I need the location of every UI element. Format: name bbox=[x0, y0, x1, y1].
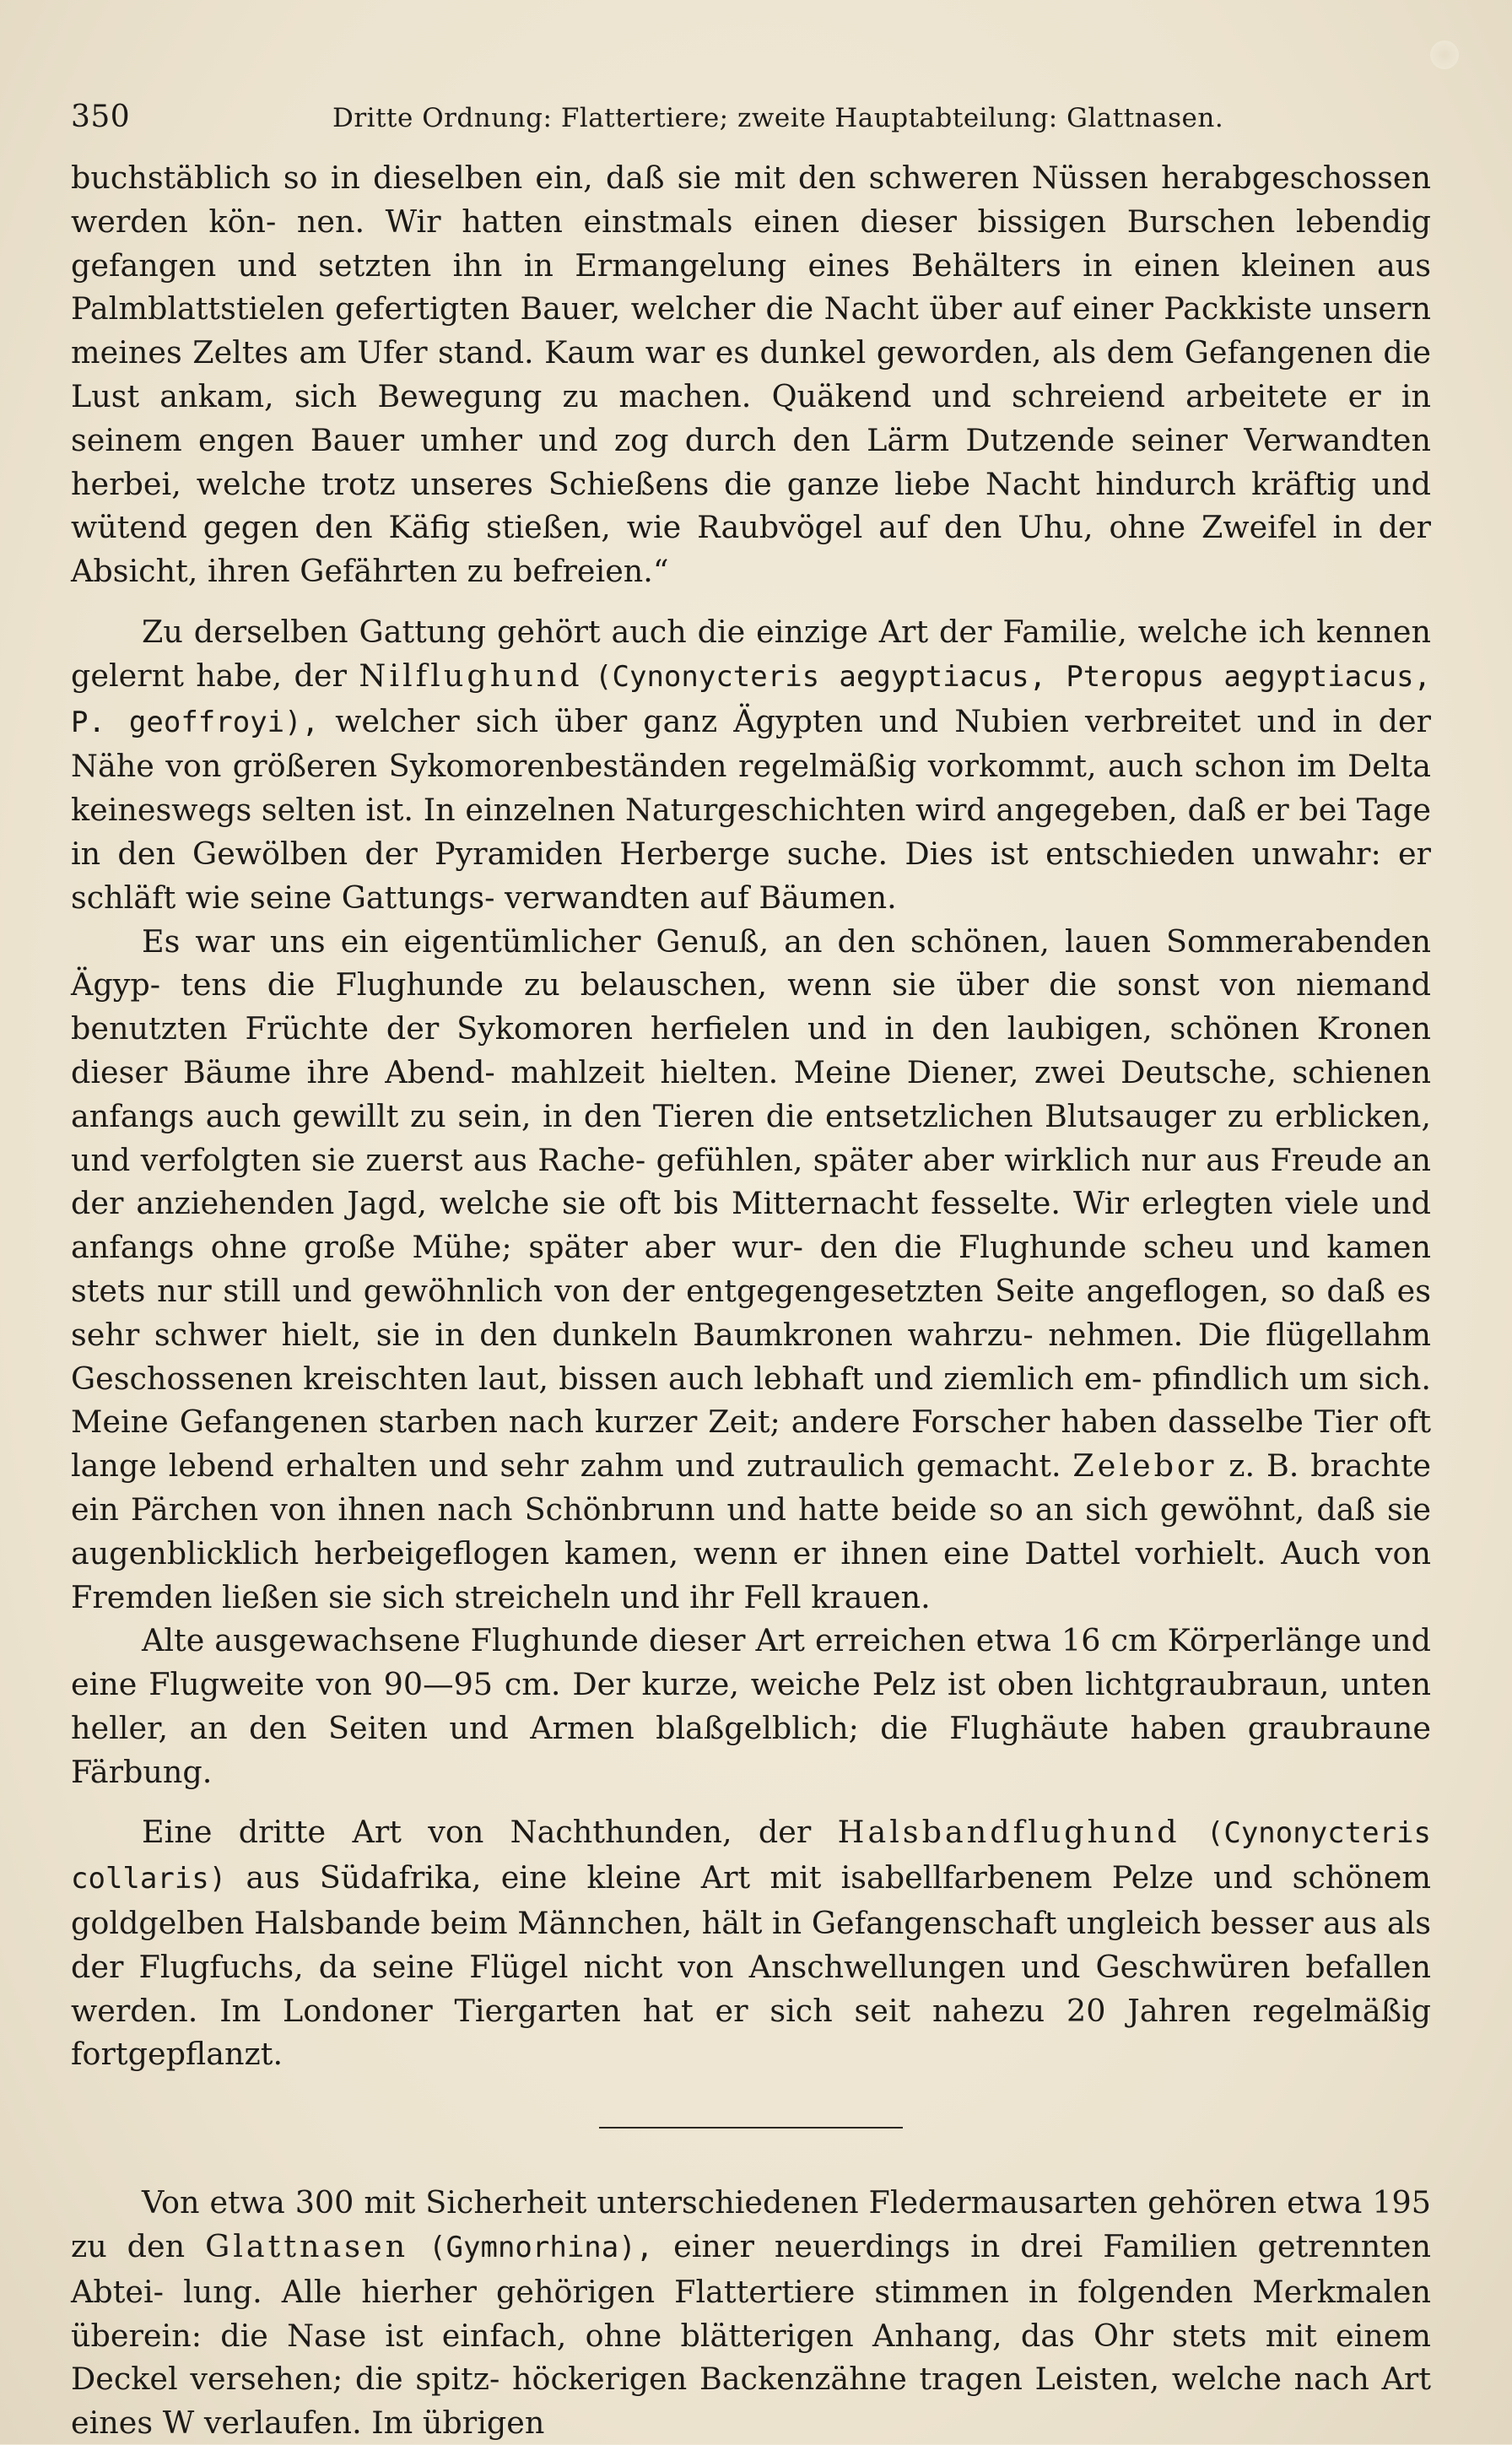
page-number: 350 bbox=[71, 100, 131, 134]
paper-stain bbox=[1430, 41, 1459, 69]
paragraph-text: z. B. brachte ein Pärchen von ihnen nach Schönbrunn und hatte beide so an sich gewöhnt, daß sie augenblicklich herbeigeflogen kamen, wenn er ihnen eine Dattel vorhielt. Auch von Fremden ließen sie sich streicheln und ihr Fell krauen. bbox=[71, 1447, 1431, 1615]
paragraph-observation bbox=[71, 920, 1431, 1620]
paragraph-text: aus Südafrika, eine kleine Art mit isabellfarbenem Pelze und schönem goldgelben Halsbande beim Männchen, hält in Gefangenschaft ungleich besser aus als der Flugfuchs, da seine Flügel nicht von Anschwellungen und Geschwüren befallen werden. Im Londoner Tiergarten hat er sich seit nahezu 20 Jahren regelmäßig fortgepflanzt. bbox=[71, 1859, 1431, 2073]
running-head-title: Dritte Ordnung: Flattertiere; zweite Hauptabteilung: Glattnasen. bbox=[332, 103, 1224, 133]
latin-name: (Cynonycteris aegyptiacus, Pteropus aegyptiacus, P. geoffroyi), bbox=[71, 659, 1432, 739]
paragraph-text: Zu derselben Gattung gehört auch die einzige Art der Familie, welche ich kennen gelernt habe, der bbox=[71, 613, 1431, 694]
paragraph-text: Eine dritte Art von Nachthunden, der bbox=[142, 1814, 812, 1851]
paragraph-text: Es war uns ein eigentümlicher Genuß, an den schönen, lauen Sommerabenden Ägyp- tens die Flughunde zu belauschen, wenn sie über die sonst von niemand benutzten Früchte der Sykomoren herfielen und in den laubigen, schönen Kronen dieser Bäume ihre Abend- mahlzeit hielten. Meine Diener, zwei Deutsche, schienen anfangs auch gewillt zu sein, in den Tieren die entsetzlichen Blutsauger zu erblicken, und verfolgten sie zuerst aus Rache- gefühlen, später aber wirklich nur aus Freude an der anziehenden Jagd, welche sie oft bis Mitternacht fesselte. Wir erlegten viele und anfangs ohne große Mühe; später aber wur- den die Flughunde scheu und kamen stets nur still und gewöhnlich von der entgegengesetzten Seite angeflogen, so daß es sehr schwer hielt, sie in den dunkeln Baumkronen wahrzu- nehmen. Die flügellahm Geschossenen kreischten laut, bissen auch lebhaft und ziemlich em- pfindlich um sich. Meine Gefangenen starben nach kurzer Zeit; andere Forscher haben dasselbe Tier oft lange lebend erhalten und sehr zahm und zutraulich gemacht. bbox=[71, 922, 1431, 1485]
species-name: Nilflughund bbox=[359, 657, 583, 694]
person-name: Zelebor bbox=[1072, 1447, 1218, 1485]
paragraph-text: Alte ausgewachsene Flughunde dieser Art erreichen etwa 16 cm Körperlänge und eine Flugweite von 90—95 cm. Der kurze, weiche Pelz ist oben lichtgraubraun, unten heller, an den Seiten und Armen blaßgelblich; die Flughäute haben graubraune Färbung. bbox=[71, 1622, 1431, 1790]
paragraph-text: welcher sich über ganz Ägypten und Nubien verbreitet und in der Nähe von größeren Sykomorenbeständen regelmäßig vorkommt, auch schon im Delta keineswegs selten ist. In einzelnen Naturgeschichten wird angegeben, daß er bei Tage in den Gewölben der Pyramiden Herberge suche. Dies ist entschieden unwahr: er schläft wie seine Gattungs- verwandten auf Bäumen. bbox=[71, 702, 1431, 916]
paragraph-text: einer neuerdings in drei Familien getrennten Abtei- lung. Alle hierher gehörigen Flattertiere stimmen in folgenden Merkmalen überein: die Nase ist einfach, ohne blätterigen Anhang, das Ohr stets mit einem Deckel versehen; die spitz- höckerigen Backenzähne tragen Leisten, welche nach Art eines W verlaufen. Im übrigen bbox=[71, 2228, 1431, 2442]
paragraph-text: Von etwa 300 mit Sicherheit unterschiedenen Fledermausarten gehören etwa 195 zu den bbox=[71, 2184, 1431, 2265]
latin-name: (Gymnorhina), bbox=[429, 2231, 654, 2265]
species-name: Halsbandflughund bbox=[837, 1814, 1180, 1851]
paragraph-glattnasen bbox=[71, 2181, 1431, 2445]
paragraph-halsbandflughund bbox=[71, 1810, 1431, 2076]
body-text bbox=[71, 156, 1431, 2445]
running-head bbox=[71, 100, 1431, 134]
group-name: Glattnasen bbox=[205, 2228, 409, 2265]
latin-name: (Cynonycteris collaris) bbox=[71, 1816, 1431, 1896]
paragraph-measurements bbox=[71, 1619, 1431, 1793]
paragraph-nilflughund bbox=[71, 610, 1431, 920]
section-divider bbox=[599, 2127, 903, 2129]
paragraph-quote-end bbox=[71, 156, 1431, 593]
paragraph-text: buchstäblich so in dieselben ein, daß sie mit den schweren Nüssen herabgeschossen werden kön- nen. Wir hatten einstmals einen dieser bissigen Burschen lebendig gefangen und setzten ihn in Ermangelung eines Behälters in einen kleinen aus Palmblattstielen gefertigten Bauer, welcher die Nacht über auf einer Packkiste unsern meines Zeltes am Ufer stand. Kaum war es dunkel geworden, als dem Gefangenen die Lust ankam, sich Bewegung zu machen. Quäkend und schreiend arbeitete er in seinem engen Bauer umher und zog durch den Lärm Dutzende seiner Verwandten herbei, welche trotz unseres Schießens die ganze liebe Nacht hindurch kräftig und wütend gegen den Käfig stießen, wie Raubvögel auf den Uhu, ohne Zweifel in der Absicht, ihren Gefährten zu befreien.“ bbox=[71, 160, 1431, 590]
